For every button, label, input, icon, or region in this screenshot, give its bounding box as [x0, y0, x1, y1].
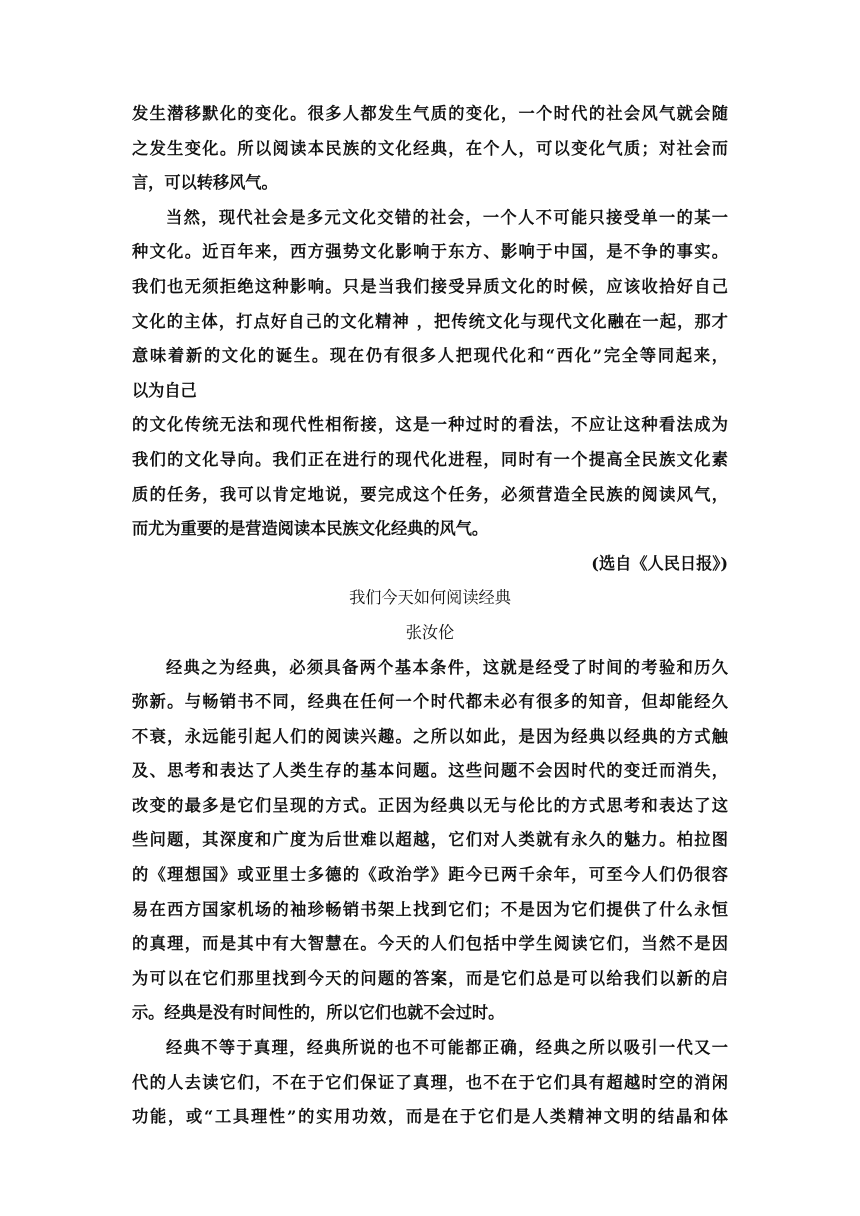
text-line: 经典之为经典，必须具备两个基本条件，这就是经受了时间的考验和历久 [166, 657, 728, 677]
paragraph [132, 97, 728, 201]
paragraph [132, 1031, 728, 1135]
text-line: 意味着新的文化的诞生。现在仍有很多人把现代化和“西化”完全等同起来， [132, 346, 728, 366]
text-line: 的文化传统无法和现代性相衔接，这是一种过时的看法，不应让这种看法成为 [132, 415, 728, 435]
text-line: 而尤为重要的是营造阅读本民族文化经典的风气。 [132, 519, 489, 539]
text-line: 之发生变化。所以阅读本民族的文化经典，在个人，可以变化气质；对社会而 [132, 138, 728, 158]
paragraph [132, 651, 728, 1032]
text-line: 易在西方国家机场的袖珍畅销书架上找到它们；不是因为它们提供了什么永恒 [132, 899, 728, 919]
text-line: 种文化。近百年来，西方强势文化影响于东方、影响于中国，是不争的事实。 [132, 242, 728, 262]
text-line: 文化的主体，打点好自己的文化精神 ，把传统文化与现代文化融在一起，那才 [132, 311, 728, 331]
text-line: 我们也无须拒绝这种影响。只是当我们接受异质文化的时候，应该收拾好自己 [132, 276, 728, 296]
text-line: 质的任务，我可以肯定地说，要完成这个任务，必须营造全民族的阅读风气， [132, 484, 728, 504]
text-line: 弥新。与畅销书不同，经典在任何一个时代都未必有很多的知音，但却能经久 [132, 692, 728, 712]
text-line: 改变的最多是它们呈现的方式。正因为经典以无与伦比的方式思考和表达了这 [132, 795, 728, 815]
source-citation: (选自《人民日报》) [591, 553, 728, 573]
article-author: 张汝伦 [405, 622, 455, 642]
text-line: 我们的文化导向。我们正在进行的现代化进程，同时有一个提高全民族文化素 [132, 449, 728, 469]
text-line: 及、思考和表达了人类生存的基本问题。这些问题不会因时代的变迁而消失， [132, 761, 728, 781]
text-line: 代的人去读它们，不在于它们保证了真理，也不在于它们具有超越时空的消闲 [132, 1072, 728, 1092]
text-line: 以为自己 [132, 380, 197, 400]
text-line: 功能，或“工具理性”的实用功效，而是在于它们是人类精神文明的结晶和体 [132, 1107, 728, 1127]
text-line: 言，可以转移风气。 [132, 173, 278, 193]
text-line: 不衰，永远能引起人们的阅读兴趣。之所以如此，是因为经典以经典的方式触 [132, 726, 728, 746]
text-line: 为可以在它们那里找到今天的问题的答案，而是它们总是可以给我们以新的启 [132, 968, 728, 988]
text-line: 示。经典是没有时间性的，所以它们也就不会过时。 [132, 1003, 505, 1023]
text-line: 发生潜移默化的变化。很多人都发生气质的变化，一个时代的社会风气就会随 [132, 104, 728, 123]
text-line: 的真理，而是其中有大智慧在。今天的人们包括中学生阅读它们，当然不是因 [132, 934, 728, 954]
text-line: 些问题，其深度和广度为后世难以超越，它们对人类就有永久的魅力。柏拉图 [132, 830, 728, 850]
text-line: 经典不等于真理，经典所说的也不可能都正确，经典之所以吸引一代又一 [166, 1038, 728, 1058]
paragraph [132, 201, 728, 547]
text-line: 的《理想国》或亚里士多德的《政治学》距今已两千余年，可至今人们仍很容 [132, 865, 728, 885]
article-title: 我们今天如何阅读经典 [349, 588, 511, 608]
text-line: 当然，现代社会是多元文化交错的社会，一个人不可能只接受单一的某一 [166, 207, 728, 227]
document-page [132, 97, 728, 1135]
